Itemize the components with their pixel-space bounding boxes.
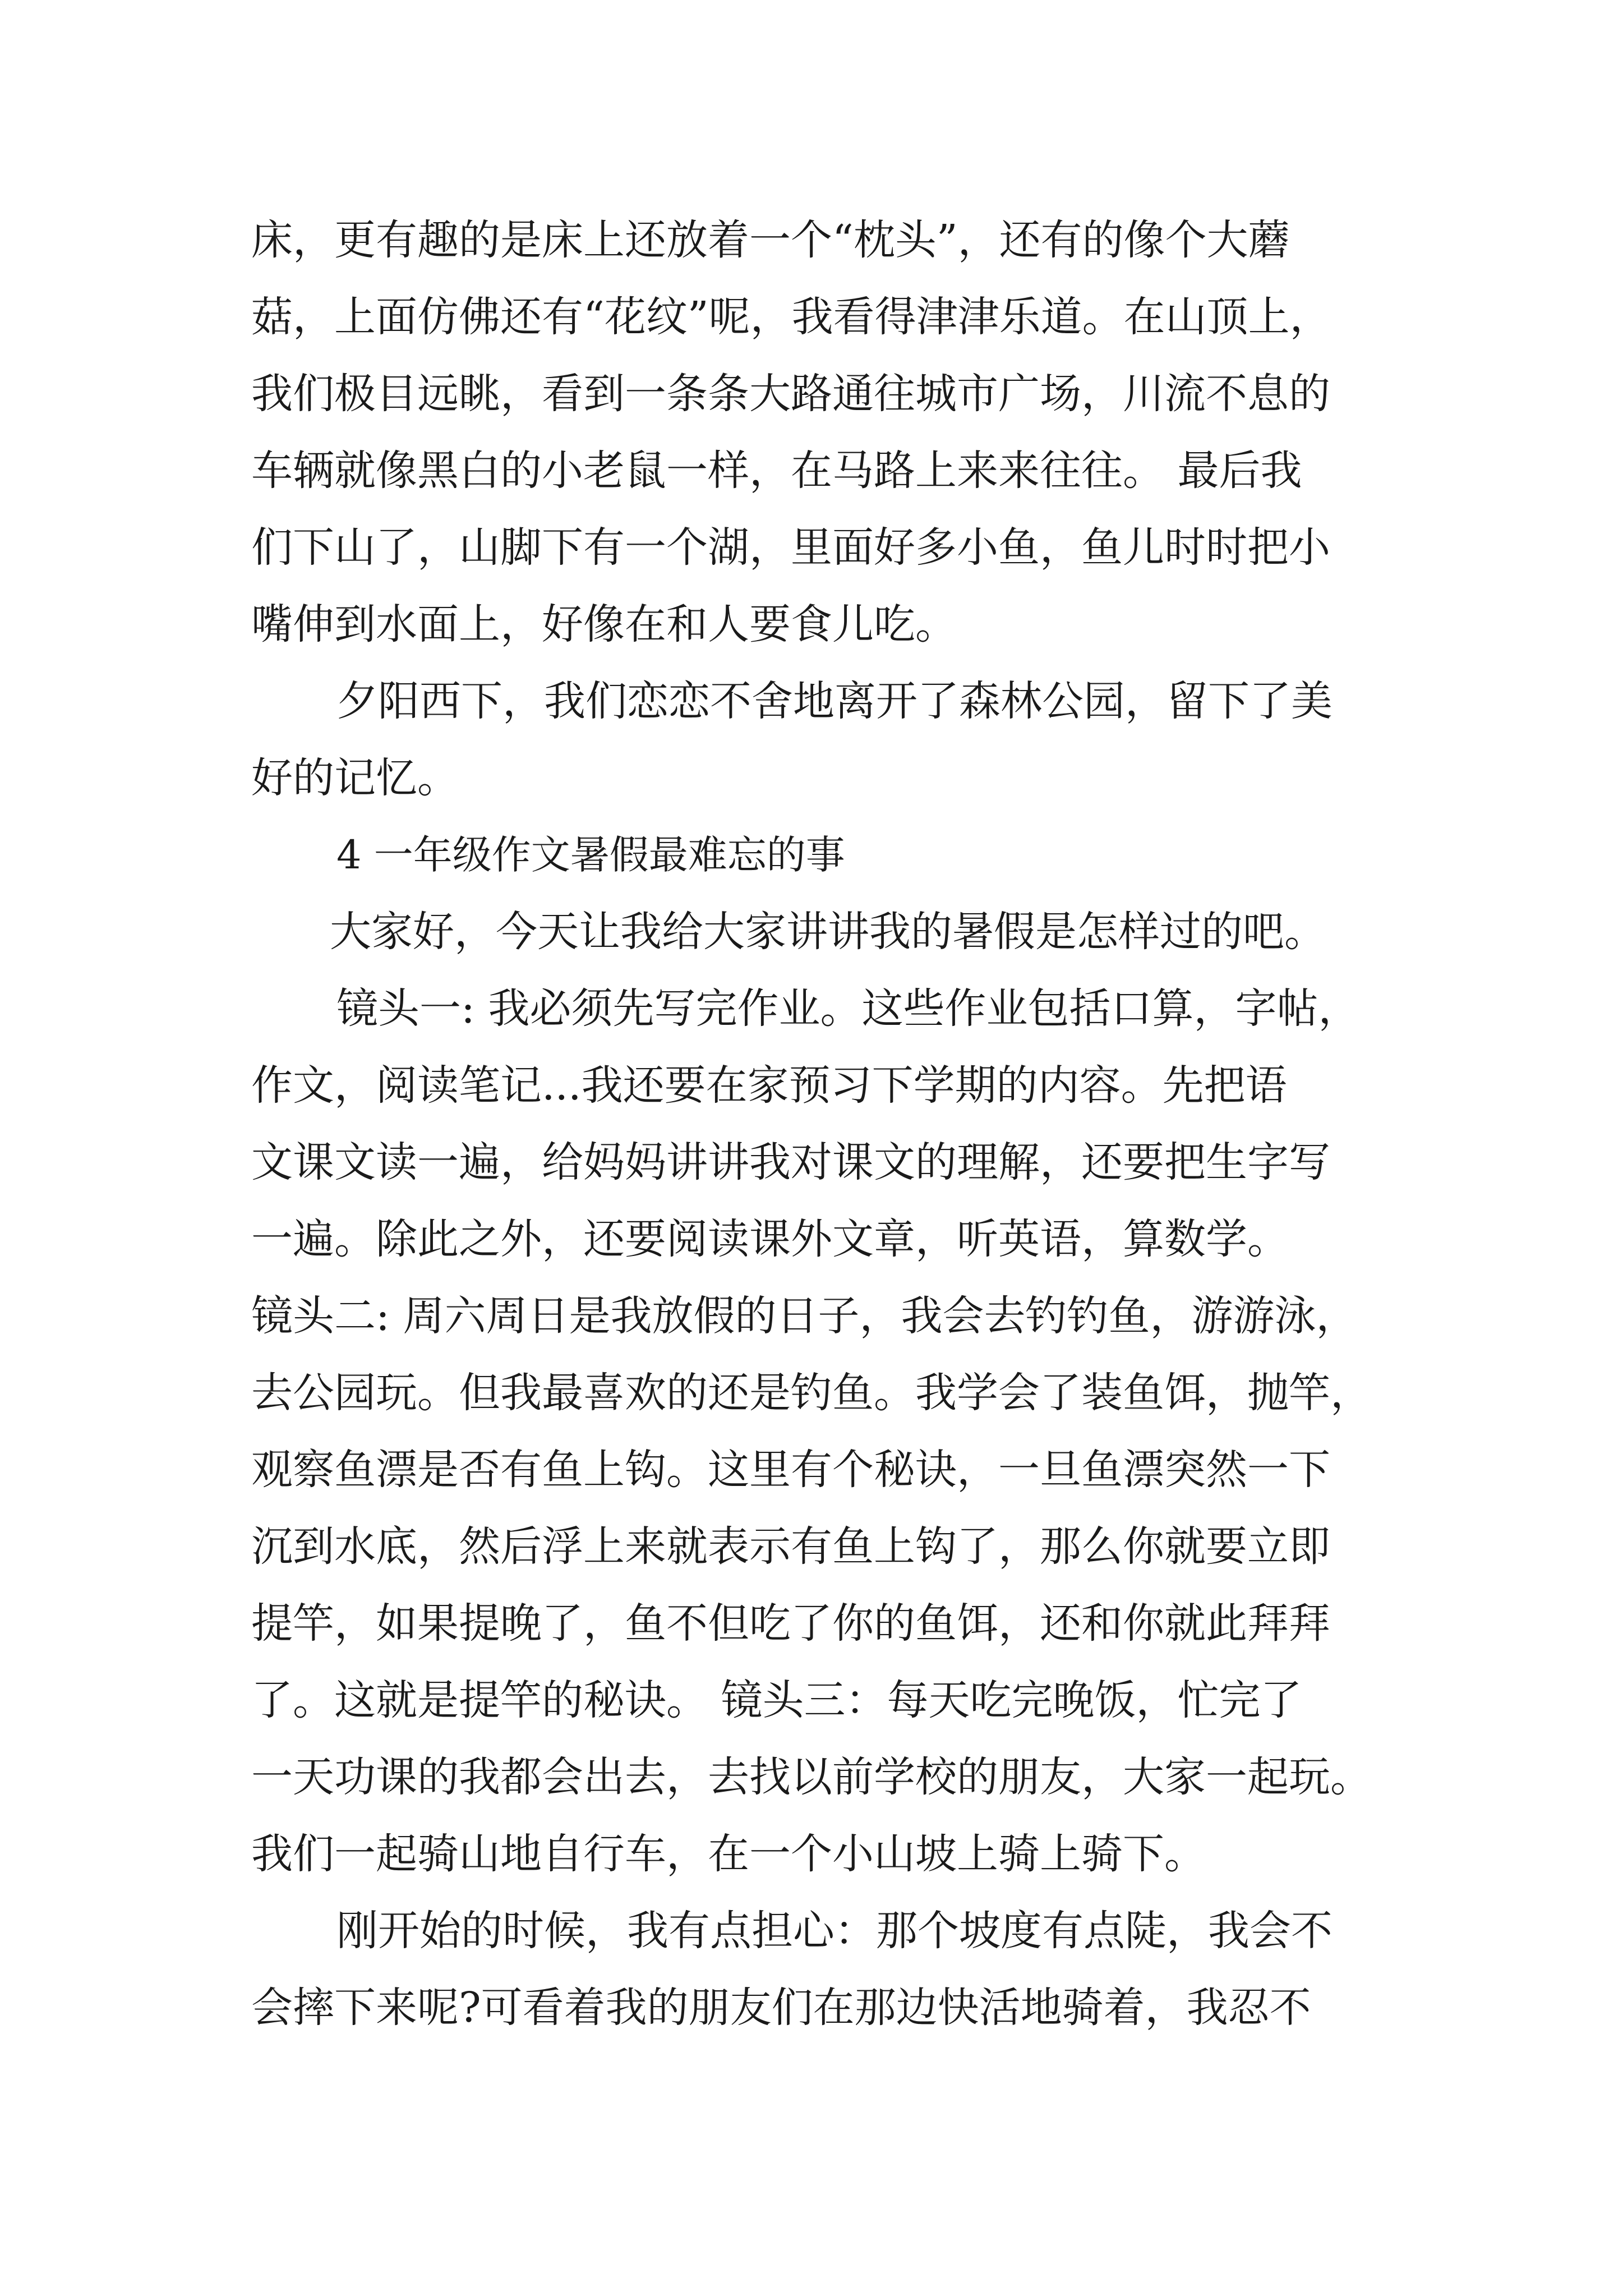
text-line: 我们一起骑山地自行车，在一个小山坡上骑上骑下。	[251, 1830, 1206, 1878]
paragraph-start-line: 夕阳西下，我们恋恋不舍地离开了森林公园，留下了美	[336, 677, 1332, 725]
paragraph-start-line: 大家好，今天让我给大家讲讲我的暑假是怎样过的吧。	[330, 908, 1326, 956]
text-line: 好的记忆。	[251, 754, 459, 802]
section-heading: 4 一年级作文暑假最难忘的事	[336, 832, 845, 878]
text-line: 提竿，如果提晚了，鱼不但吃了你的鱼饵，还和你就此拜拜	[251, 1599, 1330, 1648]
text-line: 会摔下来呢?可看着我的朋友们在那边快活地骑着，我忍不	[251, 1984, 1311, 2032]
text-line: 一天功课的我都会出去，去找以前学校的朋友，大家一起玩。	[251, 1753, 1372, 1801]
text-line: 菇，上面仿佛还有“花纹”呢，我看得津津乐道。在山顶上，	[251, 293, 1331, 341]
text-line: 沉到水底，然后浮上来就表示有鱼上钩了，那么你就要立即	[251, 1522, 1330, 1571]
text-line: 作文，阅读笔记...我还要在家预习下学期的内容。先把语	[251, 1061, 1287, 1110]
text-line: 去公园玩。但我最喜欢的还是钓鱼。我学会了装鱼饵，抛竿，	[251, 1369, 1372, 1417]
text-line: 文课文读一遍，给妈妈讲讲我对课文的理解，还要把生字写	[251, 1138, 1330, 1186]
text-line: 一遍。除此之外，还要阅读课外文章，听英语，算数学。	[251, 1215, 1289, 1263]
text-line: 我们极目远眺，看到一条条大路通往城市广场，川流不息的	[251, 370, 1330, 418]
paragraph-start-line: 镜头一: 我必须先写完作业。这些作业包括口算，字帖，	[336, 984, 1360, 1033]
text-line: 们下山了，山脚下有一个湖，里面好多小鱼，鱼儿时时把小	[251, 523, 1330, 572]
text-line: 观察鱼漂是否有鱼上钩。这里有个秘诀，一旦鱼漂突然一下	[251, 1446, 1330, 1494]
essay-text	[251, 202, 1395, 2046]
text-line: 车辆就像黑白的小老鼠一样，在马路上来来往往。 最后我	[251, 447, 1302, 495]
text-line: 了。这就是提竿的秘诀。 镜头三：每天吃完晚饭，忙完了	[251, 1676, 1302, 1724]
text-line: 床，更有趣的是床上还放着一个“枕头”，还有的像个大蘑	[251, 216, 1290, 264]
text-line: 嘴伸到水面上，好像在和人要食儿吃。	[251, 600, 957, 648]
paragraph-start-line: 刚开始的时候，我有点担心：那个坡度有点陡，我会不	[336, 1907, 1332, 1955]
text-line: 镜头二: 周六周日是我放假的日子，我会去钓钓鱼，游游泳，	[251, 1292, 1358, 1340]
